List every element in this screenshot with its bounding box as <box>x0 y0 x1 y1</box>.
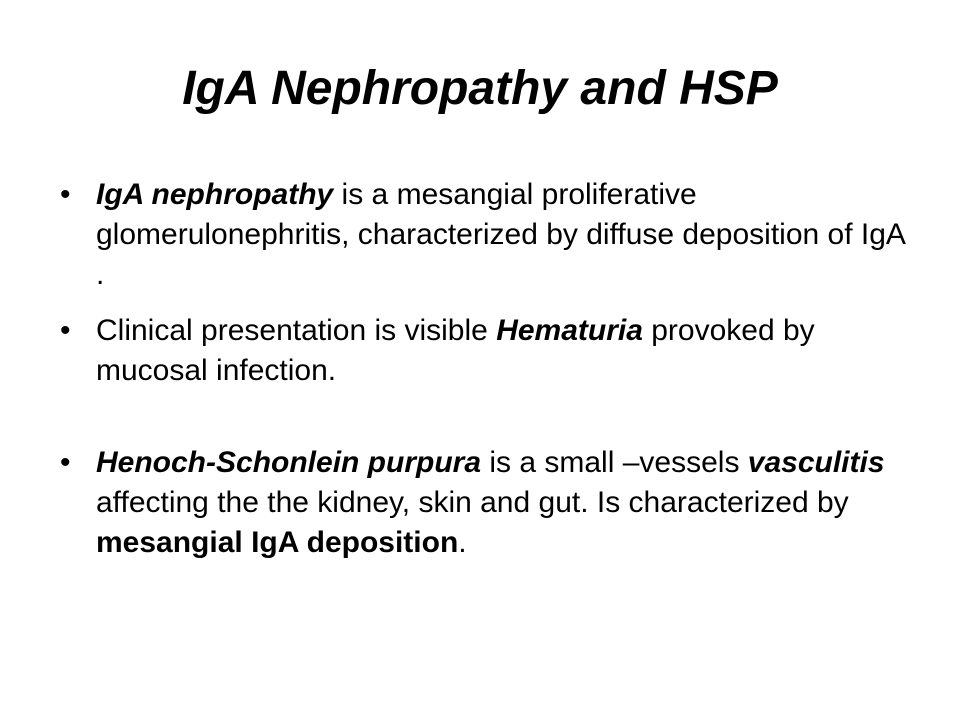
bullet-dot-icon: • <box>60 446 71 479</box>
term-vasculitis: vasculitis <box>747 446 885 479</box>
term-hematuria: Hematuria <box>496 314 643 347</box>
term-mesangial-iga-deposition: mesangial IgA deposition <box>96 526 459 559</box>
bullet-dot-icon: • <box>60 314 71 347</box>
bullet-text: Clinical presentation is visible <box>96 314 497 347</box>
slide-title: IgA Nephropathy and HSP <box>182 62 778 115</box>
term-iga-nephropathy: IgA nephropathy <box>96 178 334 211</box>
bullet-text: provoked by mucosal infection. <box>96 314 815 387</box>
bullet-dot-icon: • <box>60 178 71 211</box>
bullet-list <box>60 175 910 563</box>
bullet-item-hsp <box>60 443 910 563</box>
bullet-item-clinical-presentation <box>60 311 910 391</box>
bullet-text: affecting the the kidney, skin and gut. Is characterized by <box>96 486 849 519</box>
bullet-text: . <box>458 526 467 559</box>
bullet-item-iga-nephropathy <box>60 175 910 295</box>
bullet-text: is a mesangial proliferative glomerulonephritis, characterized by diffuse deposition of IgA . <box>96 178 905 291</box>
bullet-text: is a small –vessels <box>481 446 748 479</box>
term-henoch-schonlein-purpura: Henoch-Schonlein purpura <box>96 446 482 479</box>
